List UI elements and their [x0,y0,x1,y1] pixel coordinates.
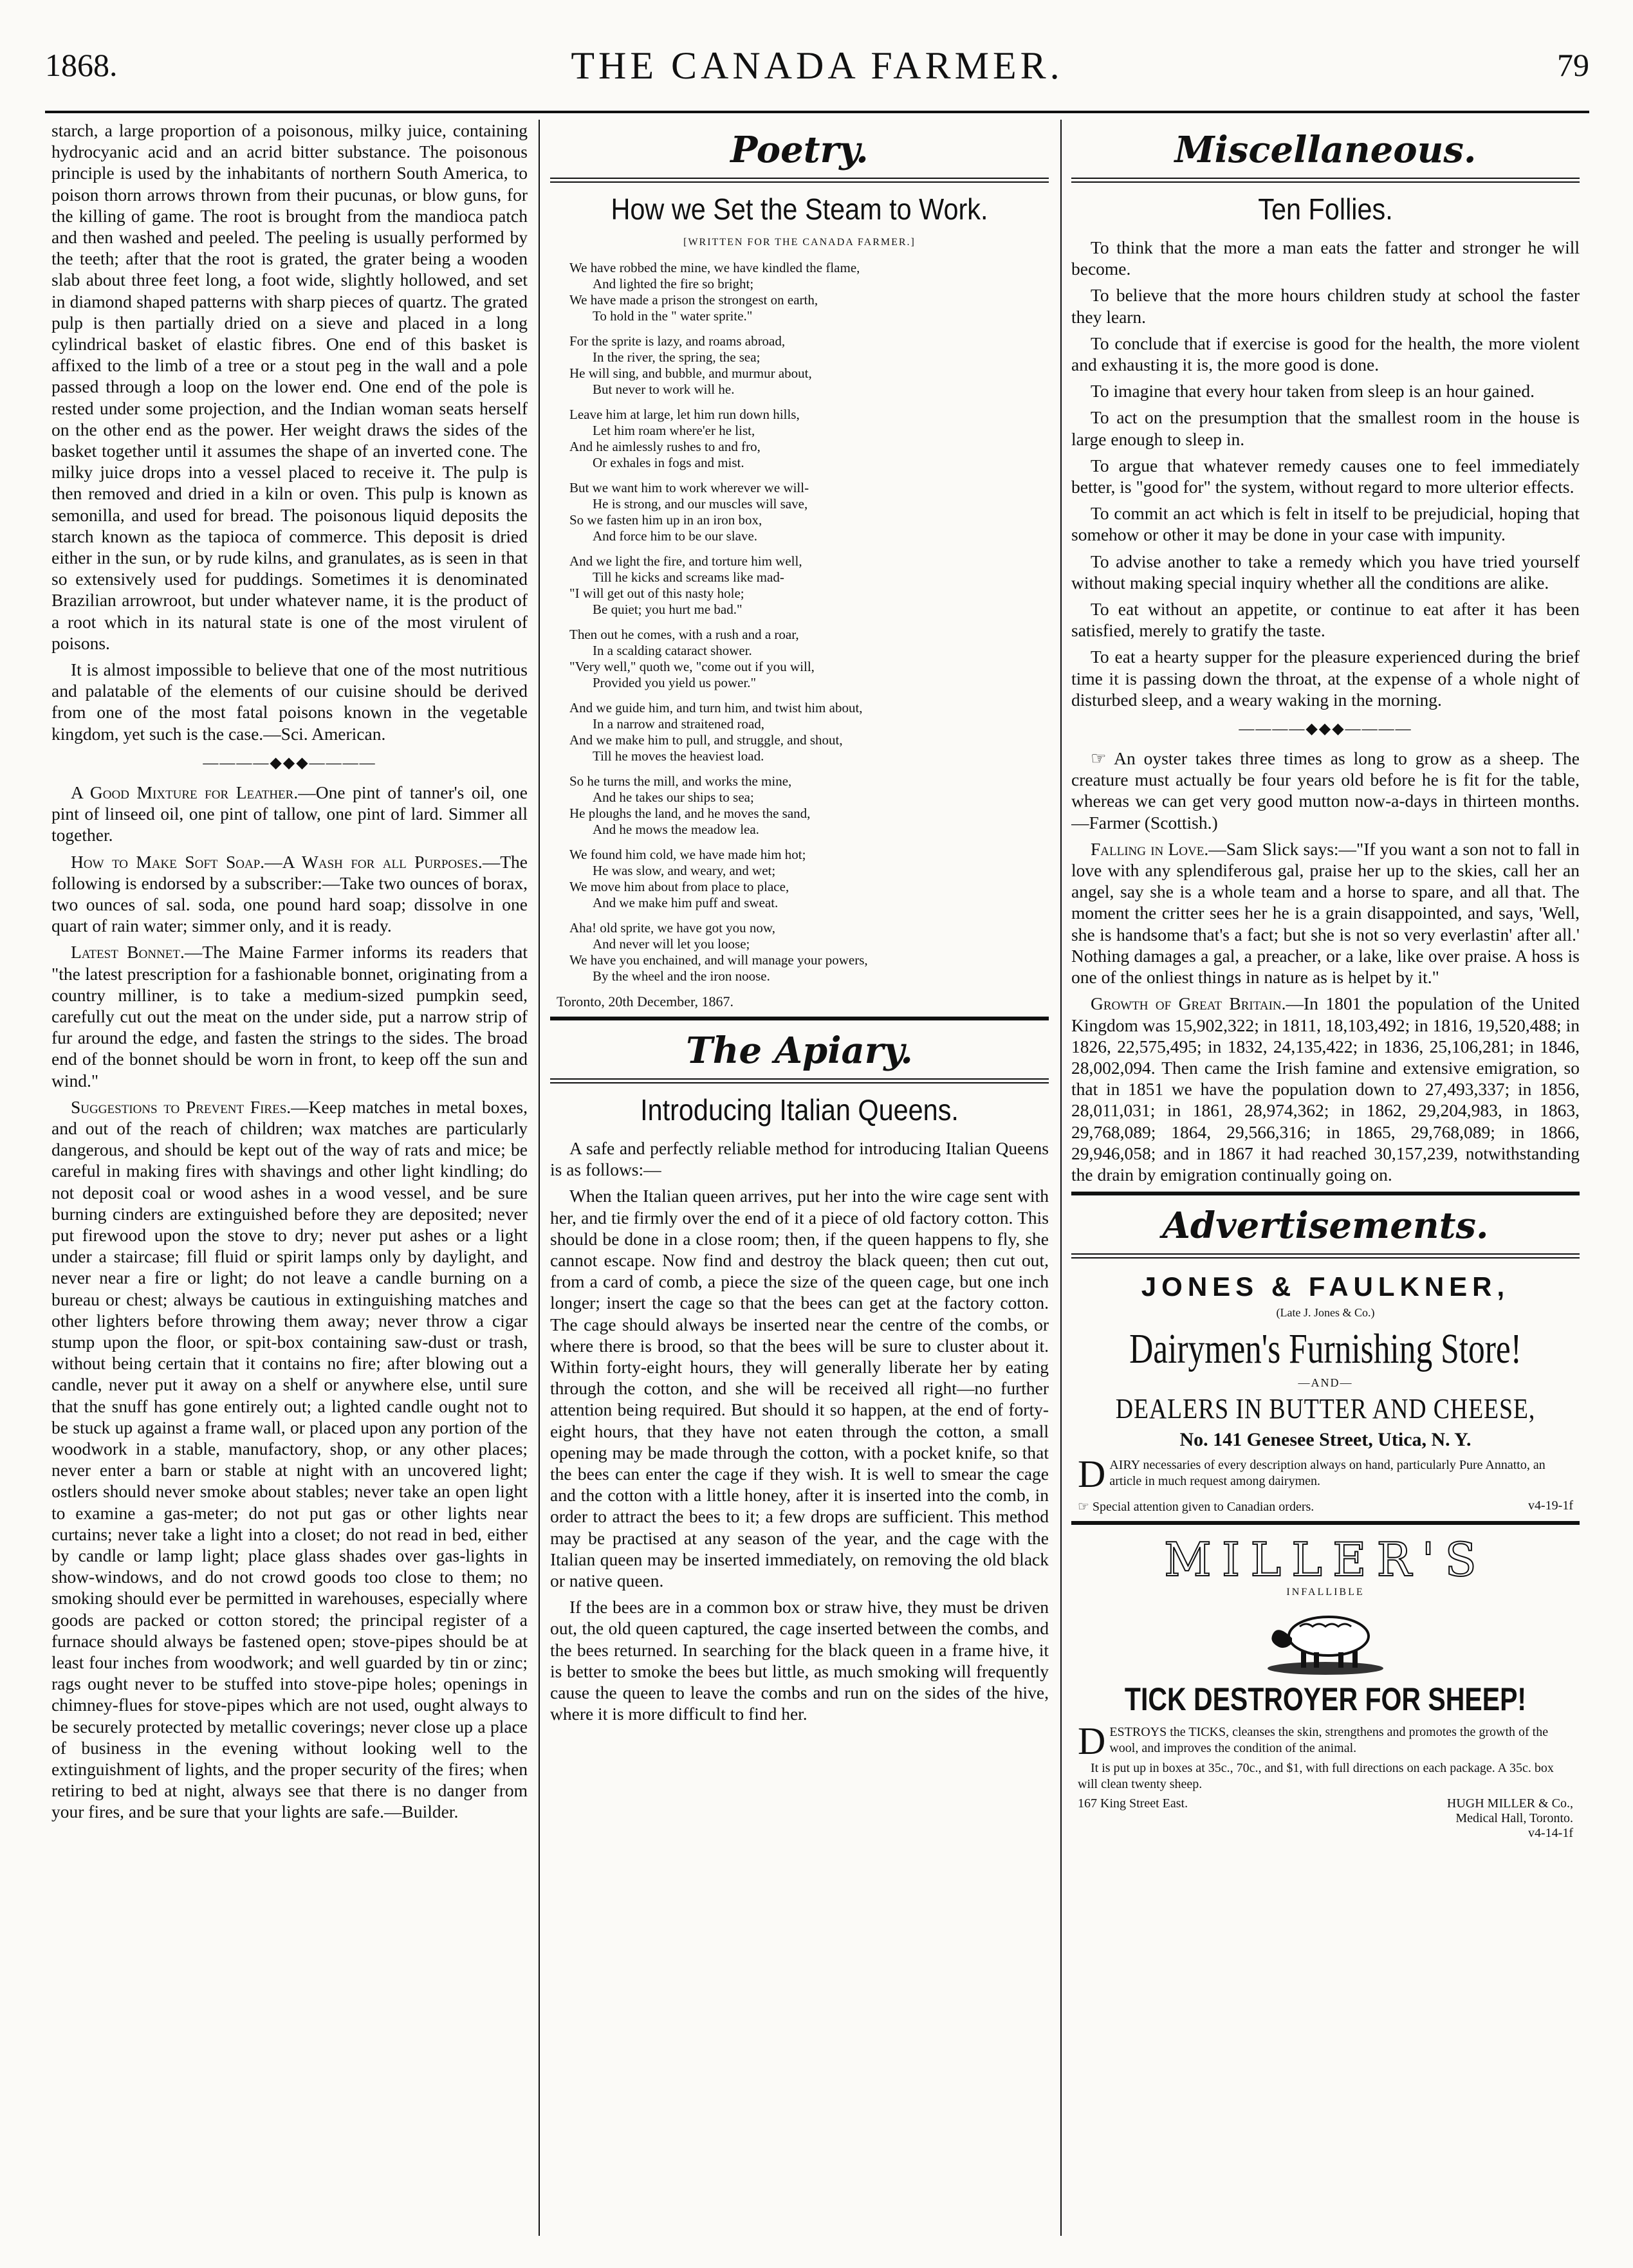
poem-line: And he aimlessly rushes to and fro, [569,439,761,454]
tapioca-paragraph: starch, a large proportion of a poisonous, milky juice, containing hydrocyanic acid and an acrid bitter substance. The poisonous principle is used by the inhabitants of northern South America, to poison thorn arrows thrown from their pucunas, or blow guns, for the killing of game. The root is brought from the mandioca patch and then washed and peeled. The peeling is usually performed by the teeth; after that the root is grated, the grater being a wooden slab about three feet long, a foot wide, slightly hollowed, and set in diamond shaped patterns with sharp pieces of quartz. The grated pulp is then partially dried on a sieve and placed in a long cylindrical basket of elastic fibres. One end of this basket is affixed to the limb of a tree or a stout peg in the wall and a pole passed through a loop on the lower end. One end of the pole is rested under some projection, and the Indian woman seats herself on the other end as the power. Her weight draws the sides of the basket together until it assumes the shape of an inverted cone. The milky juice drops into a vessel placed to receive it. The pulp is then removed and dried in a kiln or oven. This pulp is known as semonilla, and used for bread. The poisonous liquid deposits the starch known as the tapioca of commerce. This deposit is dried either in the sun, or by rude kilns, and granulates, as is seen in that so extensively used for puddings. Sometimes it is denominated Brazilian arrowroot, but under whatever name, it is the product of a root which in its natural state is one of the most virulent of poisons. [51,120,528,653]
poem-line: We have you enchained, and will manage your powers, [569,952,868,968]
poem-line: Till he kicks and screams like mad- [593,569,784,585]
ad-special: ☞ Special attention given to Canadian orders. [1078,1500,1315,1515]
poem-stanza [569,333,1049,398]
ad-brand-name: MILLER'S [1164,1533,1487,1587]
poem-line: He will sing, and bubble, and murmur about, [569,365,812,381]
oyster-item: ☞ An oyster takes three times as long to grow as a sheep. The creature must actually be four years old before he is fit for the table, whereas we can get very good mutton now-a-days in thirteen months.—Farmer (Scottish.) [1071,748,1580,833]
issue-year: 1868. [45,47,118,83]
ad-dropcap: D [1078,1720,1106,1763]
section-ornament: ————◆◆◆———— [203,754,376,771]
poem-line: And lighted the fire so bright; [593,276,754,291]
poem-line: "I will get out of this nasty hole; [569,585,744,601]
poem-line: In the river, the spring, the sea; [593,349,761,365]
poem-line: And never will let you loose; [593,936,750,952]
leather-heading: A Good Mixture for Leather. [71,782,299,802]
tapioca-conclusion: It is almost impossible to believe that one of the most nutritious and palatable of the elements of our cuisine should be derived from one of the most fatal poisons known in the vegetable kingdom, yet such is the case.—Sci. American. [51,659,528,744]
queens-intro: A safe and perfectly reliable method for introducing Italian Queens is as follows:— [550,1138,1049,1180]
ad-and: —AND— [1298,1376,1353,1390]
poem-line: Then out he comes, with a rush and a roar, [569,627,799,642]
column-middle [550,120,1049,2236]
ad-dealers: DEALERS IN BUTTER AND CHEESE, [1115,1393,1536,1425]
growth-heading: Growth of Great Britain. [1091,993,1286,1014]
poem-line: In a narrow and straitened road, [593,716,765,732]
poem-line: We found him cold, we have made him hot; [569,847,806,862]
love-text: —Sam Slick says:—"If you want a son not to fall in love with any splendiferous gal, praise her up to the skies, call her an angel, say she is a whole team and a horse to spare, and all that. The moment the critter sees her he is a grain disappointed, and says, 'Well, she is handsome that's a fact; but she is not so very everlastin' after all.' Nothing damages a gal, a preacher, or a lake, like over praise. A hoss is one of the onliest things in nature as is helpet by it." [1071,838,1580,988]
folly-item: To argue that whatever remedy causes one to feel immediately better, is "good for" the system, without regard to more ulterior effects. [1071,455,1580,497]
millers-ad [1071,1533,1580,1841]
love-item [1071,838,1580,988]
page-number: 79 [1557,47,1589,83]
poem-stanza [569,627,1049,691]
poem-line: And force him to be our slave. [593,528,758,544]
poem-line: We move him about from place to place, [569,879,789,894]
advertisements-heading: Advertisements. [1162,1204,1489,1248]
poem-line: And he mows the meadow lea. [593,822,759,837]
poem-line: In a scalding cataract shower. [593,643,752,658]
queens-title: Introducing Italian Queens. [640,1093,959,1127]
fires-text: —Keep matches in metal boxes, and out of the reach of children; wax matches are particularly dangerous, and should be kept out of the way of rats and mice; be careful in making fires with shavings and other light kindling; do not deposit coal or wood ashes in a wood vessel, and be sure burning cinders are extinguished before they are deposited; never put firewood upon the stove to dry; never put ashes or a light under a staircase; fill fluid or spirit lamps only by daylight, and never near a fire or light; do not leave a candle burning on a bureau or chest; always be cautious in extinguishing matches and other lighters before throwing them away; never throw a cigar stump upon the floor, or spit-box containing saw-dust or trash, without being certain that it contains no fire; after blowing out a candle, never put it away on a shelf or anywhere else, until sure that the snuff has gone entirely out; a lighted candle ought not to be stuck up against a frame wall, or placed upon any portion of the woodwork in a stable, manufactory, shop, or any other places; never enter a barn or stable at night with an uncovered light; ostlers should never smoke about stables; never take an open light to examine a gas-meter; do not put gas or other lights near curtains; never take a light into a closet; do not read in bed, either by candle or lamp light; place glass shades over gas-lights in show-windows, and do not crowd goods too close to them; no smoking should ever be permitted in warehouses, especially where goods are packed or cotton stored; the principal register of a furnace should always be fastened open; stove-pipes should be at least four inches from woodwork; and well guarded by tin or zinc; rags ought never to be stuffed into stove-pipe holes; openings in chimney-flues for stove-pipes which are not used, ought always to be securely protected by metallic coverings; never close up a place of business in the evening without looking well to the extinguishment of lights, and the proper security of the fires; when retiring to bed at night, always see that there is no danger from your fires, and be sure that your lights are safe.—Builder. [51,1096,528,1822]
poem-line: "Very well," quoth we, "come out if you will, [569,659,815,674]
growth-item [1071,993,1580,1185]
poem-line: And we make him to pull, and struggle, and shout, [569,732,843,748]
ad-body-text: ESTROYS the TICKS, cleanses the skin, strengthens and promotes the growth of the wool, and improves the condition of the animal. [1109,1725,1549,1756]
poem-line: Leave him at large, let him run down hills, [569,407,800,422]
ad-firm-name: JONES & FAULKNER, [1141,1271,1510,1302]
ad-late-name: (Late J. Jones & Co.) [1276,1306,1375,1320]
poem-line: He was slow, and weary, and wet; [593,863,776,878]
poem-line: He ploughs the land, and he moves the sand, [569,806,811,821]
section-ornament: ————◆◆◆———— [1239,721,1412,738]
ad-hall: Medical Hall, Toronto. [1455,1811,1573,1826]
poem-line: And we make him puff and sweat. [593,895,779,910]
poem-line: And he takes our ships to sea; [593,789,754,805]
ad-code: v4-14-1f [1528,1826,1573,1841]
poem-line: Let him roam where'er he list, [593,423,755,438]
folly-item: To conclude that if exercise is good for the health, the more violent and exhausting it is, the more good is done. [1071,333,1580,375]
poem-stanza [569,773,1049,838]
ad-seller: HUGH MILLER & Co., [1446,1796,1573,1811]
ad-body [1078,1453,1573,1496]
bonnet-item [51,941,528,1091]
heading-rule [1071,178,1580,183]
folly-item: To believe that the more hours children study at school the faster they learn. [1071,285,1580,327]
ad-body [1078,1720,1573,1763]
follies-title: Ten Follies. [1258,192,1393,226]
column-divider [539,120,540,2236]
ad-store-title: Dairymen's Furnishing Store! [1129,1325,1522,1373]
folly-item: To think that the more a man eats the fatter and stronger he will become. [1071,237,1580,279]
poem-stanza [569,847,1049,911]
queens-method: When the Italian queen arrives, put her into the wire cage sent with her, and tie firmly over the end of it a piece of old factory cotton. This should be done in a close room; then, if the queen happens to fly, she cannot escape. Now find and destroy the black queen; then cut out, from a card of comb, a piece the size of the queen cage, but one inch longer; insert the cage so that the bees can get at the factory cotton. The cage should always be inserted near the centre of the combs, or where there is brood, so that the bees will be sure to cluster about it. Within forty-eight hours, they will generally liberate her by eating through the cotton, and she will be received all right—no further attention being required. But should it so happen, at the end of forty-eight hours, that they have not eaten through the cotton, a small opening may be made through the cotton, with a pocket knife, so that the bees can enter the cage if they wish. It is well to smear the cage and the cotton with a little honey, after it is inserted into the comb, in order to attract the bees to it; a few drops are sufficient. This method may be practised at any season of the year, and the cage with the Italian queen may be inserted immediately, on removing the old black or native queen. [550,1186,1049,1591]
sheep-illustration-icon [1261,1601,1390,1678]
folly-item: To eat a hearty supper for the pleasure experienced during the brief time it is passing down the throat, at the expense of a whole night of disturbed sleep, and a weary waking in the morning. [1071,647,1580,710]
ad-street: 167 King Street East. [1078,1796,1188,1811]
heading-rule [1071,1253,1580,1258]
ad-signature [1078,1796,1573,1841]
poem-line: By the wheel and the iron noose. [593,968,770,984]
poem-line: And we light the fire, and torture him well, [569,553,802,569]
poem-line: He is strong, and our muscles will save, [593,496,808,512]
ad-product: TICK DESTROYER FOR SHEEP! [1124,1681,1527,1718]
ad-body-text: AIRY necessaries of every description always on hand, particularly Pure Annatto, an article in much request among dairymen. [1109,1458,1545,1489]
ad-address: No. 141 Genesee Street, Utica, N. Y. [1179,1429,1472,1451]
poem-line: But we want him to work wherever we will- [569,480,809,495]
jones-faulkner-ad [1071,1271,1580,1515]
poem-line: So he turns the mill, and works the mine, [569,773,792,789]
leather-item [51,782,528,846]
poem-line: So we fasten him up in an iron box, [569,512,762,528]
poem-line: Till he moves the heaviest load. [593,748,764,764]
folly-item: To eat without an appetite, or continue to eat after it has been satisfied, merely to gratify the taste. [1071,599,1580,641]
poem-stanza [569,553,1049,618]
ad-dropcap: D [1078,1453,1106,1496]
masthead [39,40,1596,98]
poem-attribution: [WRITTEN FOR THE CANADA FARMER.] [683,237,916,248]
ad-infallible: INFALLIBLE [1286,1587,1365,1598]
heading-rule [550,1078,1049,1083]
queens-box-hive: If the bees are in a common box or straw hive, they must be driven out, the old queen captured, the cage inserted between the combs, and the bees returned. In searching for the black queen in a frame hive, it is better to smoke the bees but little, as much smoking will frequently cause the queen to leave the combs and run on the sides of the hive, where it is more difficult to find her. [550,1597,1049,1724]
folly-item: To commit an act which is felt in itself to be prejudicial, hoping that somehow or other it may be done in your case with impunity. [1071,503,1580,545]
poem-line: We have made a prison the strongest on earth, [569,292,818,308]
poem-stanza [569,407,1049,471]
poem-title: How we Set the Steam to Work. [611,192,988,226]
soap-item [51,851,528,937]
folly-item: To act on the presumption that the smallest room in the house is large enough to sleep in. [1071,407,1580,449]
poem-line: Or exhales in fogs and mist. [593,455,744,470]
header-rule [45,111,1589,113]
love-heading: Falling in Love. [1091,838,1209,859]
bonnet-heading: Latest Bonnet. [71,942,185,963]
poem-line: Aha! old sprite, we have got you now, [569,920,775,936]
folly-item: To advise another to take a remedy which you have tried yourself without making special inquiry whether all the conditions are alike. [1071,551,1580,593]
poem-body [550,260,1049,984]
poem-line: Be quiet; you hurt me bad." [593,602,743,617]
bonnet-text: —The Maine Farmer informs its readers that "the latest prescription for a fashionable bonnet, originating from a country milliner, is to take a medium-sized pumpkin seed, carefully cut out the meat on the under side, put a narrow strip of fur around the edge, and fasten the strings to the sides. The broad end of the bonnet should be worn in front, to keep off the sun and wind." [51,942,528,1091]
poem-stanza [569,480,1049,544]
column-left [51,120,528,2236]
poem-stanza [569,700,1049,764]
poem-line: For the sprite is lazy, and roams abroad, [569,333,786,349]
poem-line: But never to work will he. [593,382,735,397]
soap-heading: How to Make Soft Soap.—A Wash for all Purposes. [71,851,483,872]
growth-text: —In 1801 the population of the United Kingdom was 15,902,322; in 1811, 18,103,492; in 1816, 19,520,488; in 1826, 22,575,495; in 1832, 24,135,422; in 1836, 25,106,281; in 1846, 28,002,094. Then came the Irish famine and extensive emigration, so that in 1851 we have the population down to 27,493,337; in 1856, 28,011,031; in 1861, 28,974,362; in 1862, 29,204,983, in 1863, 29,768,089; 1864, 29,566,316; in 1865, 29,768,089; in 1866, 29,946,058; and in 1867 it had reached 30,157,239, notwithstanding the drain by emigration continually going on. [1071,993,1580,1185]
fires-item [51,1096,528,1823]
follies-list [1071,237,1580,710]
poem-line: We have robbed the mine, we have kindled the flame, [569,260,860,275]
poem-line: And we guide him, and turn him, and twist him about, [569,700,863,715]
miscellaneous-heading: Miscellaneous. [1174,129,1477,171]
ad-seller-block [1447,1796,1573,1841]
ad-rule [1071,1521,1580,1525]
section-rule [1071,1192,1580,1195]
heading-rule [550,178,1049,183]
leather-text: —One pint of tanner's oil, one pint of linseed oil, one pint of tallow, one pint of lard. Simmer all together. [51,782,528,845]
poem-dateline: Toronto, 20th December, 1867. [557,993,733,1010]
column-right [1071,120,1580,2236]
newspaper-title: THE CANADA FARMER. [571,44,1064,87]
folly-item: To imagine that every hour taken from sleep is an hour gained. [1091,381,1535,401]
column-divider [1060,120,1062,2236]
poem-line: Provided you yield us power." [593,675,757,690]
section-rule [550,1017,1049,1020]
poem-stanza [569,260,1049,324]
poem-line: To hold in the " water sprite." [593,308,753,324]
soap-text: —The following is endorsed by a subscriber:—Take two ounces of borax, two ounces of sal. soda, one pound hard soap; dissolve in one quart of rain water; simmer only, and it is ready. [51,851,528,936]
poetry-heading: Poetry. [730,129,869,171]
poem-stanza [569,920,1049,984]
ad-special-line [1078,1498,1573,1515]
apiary-heading: The Apiary. [686,1029,913,1072]
ad-code: v4-19-1f [1528,1498,1573,1513]
ad-pricing: It is put up in boxes at 35c., 70c., and $1, with full directions on each package. A 35c. box will clean twenty sheep. [1078,1761,1554,1792]
fires-heading: Suggestions to Prevent Fires. [71,1096,291,1117]
